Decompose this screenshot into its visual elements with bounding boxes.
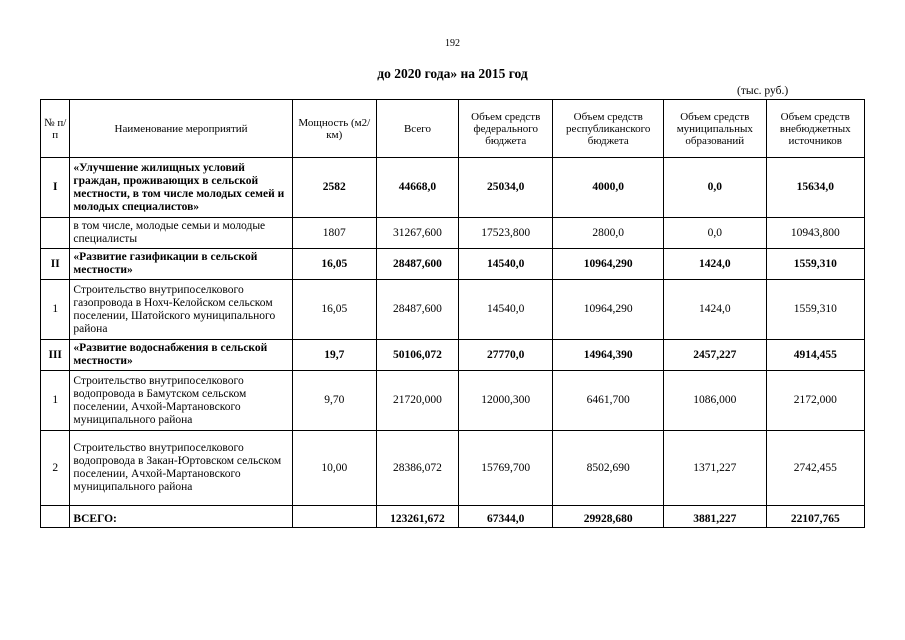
row-municipal: 1424,0 — [664, 249, 766, 280]
row-municipal: 1424,0 — [664, 280, 766, 340]
row-capacity: 1807 — [292, 218, 376, 249]
row-federal: 27770,0 — [459, 340, 553, 371]
row-capacity: 9,70 — [292, 371, 376, 431]
row-municipal: 1371,227 — [664, 431, 766, 506]
budget-table — [40, 99, 865, 528]
row-republic: 14964,390 — [553, 340, 664, 371]
total-republic: 29928,680 — [553, 506, 664, 528]
row-name: Строительство внутрипоселкового газопровода в Нохч-Келойском сельском поселении, Шатойского муниципального района — [70, 280, 292, 340]
row-num: 1 — [41, 280, 70, 340]
row-name: «Развитие газификации в сельской местности» — [70, 249, 292, 280]
row-extra: 1559,310 — [766, 249, 864, 280]
row-capacity: 19,7 — [292, 340, 376, 371]
header-total: Всего — [376, 100, 458, 158]
row-extra: 4914,455 — [766, 340, 864, 371]
table-row — [41, 158, 865, 218]
table-row — [41, 218, 865, 249]
table-row — [41, 371, 865, 431]
row-capacity: 16,05 — [292, 280, 376, 340]
total-federal: 67344,0 — [459, 506, 553, 528]
row-name: Строительство внутрипоселкового водопровода в Бамутском сельском поселении, Ачхой-Мартановского муниципального района — [70, 371, 292, 431]
header-extra: Объем средств внебюджетных источников — [766, 100, 864, 158]
row-num: II — [41, 249, 70, 280]
row-total: 21720,000 — [376, 371, 458, 431]
row-capacity: 16,05 — [292, 249, 376, 280]
row-republic: 10964,290 — [553, 280, 664, 340]
row-total: 31267,600 — [376, 218, 458, 249]
row-municipal: 0,0 — [664, 218, 766, 249]
row-municipal: 2457,227 — [664, 340, 766, 371]
row-extra: 10943,800 — [766, 218, 864, 249]
page-number: 192 — [445, 38, 460, 49]
row-name: «Развитие водоснабжения в сельской местности» — [70, 340, 292, 371]
row-total: 50106,072 — [376, 340, 458, 371]
row-republic: 2800,0 — [553, 218, 664, 249]
header-capacity: Мощность (м2/км) — [292, 100, 376, 158]
row-total: 28386,072 — [376, 431, 458, 506]
units-note: (тыс. руб.) — [737, 85, 789, 97]
row-name: в том числе, молодые семьи и молодые специалисты — [70, 218, 292, 249]
row-extra: 2172,000 — [766, 371, 864, 431]
row-republic: 6461,700 — [553, 371, 664, 431]
header-municipal: Объем средств муниципальных образований — [664, 100, 766, 158]
row-federal: 25034,0 — [459, 158, 553, 218]
document-title: до 2020 года» на 2015 год — [377, 66, 528, 81]
table-row — [41, 340, 865, 371]
row-num: 1 — [41, 371, 70, 431]
row-name: «Улучшение жилищных условий граждан, проживающих в сельской местности, в том числе молодых семей и молодых специалистов» — [70, 158, 292, 218]
total-row — [41, 506, 865, 528]
row-capacity: 10,00 — [292, 431, 376, 506]
row-federal: 17523,800 — [459, 218, 553, 249]
row-municipal: 0,0 — [664, 158, 766, 218]
row-num: III — [41, 340, 70, 371]
header-row — [41, 100, 865, 158]
row-federal: 14540,0 — [459, 249, 553, 280]
row-total: 28487,600 — [376, 280, 458, 340]
total-extra: 22107,765 — [766, 506, 864, 528]
row-name: Строительство внутрипоселкового водопровода в Закан-Юртовском сельском поселении, Ачхой-Мартановского муниципального района — [70, 431, 292, 506]
table-row — [41, 249, 865, 280]
row-federal: 15769,700 — [459, 431, 553, 506]
row-republic: 4000,0 — [553, 158, 664, 218]
total-label: ВСЕГО: — [70, 506, 292, 528]
row-capacity: 2582 — [292, 158, 376, 218]
row-extra: 2742,455 — [766, 431, 864, 506]
row-republic: 10964,290 — [553, 249, 664, 280]
row-total: 28487,600 — [376, 249, 458, 280]
header-federal: Объем средств федерального бюджета — [459, 100, 553, 158]
row-extra: 1559,310 — [766, 280, 864, 340]
total-num — [41, 506, 70, 528]
row-municipal: 1086,000 — [664, 371, 766, 431]
row-num: 2 — [41, 431, 70, 506]
row-federal: 12000,300 — [459, 371, 553, 431]
row-federal: 14540,0 — [459, 280, 553, 340]
table-row — [41, 280, 865, 340]
header-name: Наименование мероприятий — [70, 100, 292, 158]
row-num: I — [41, 158, 70, 218]
total-municipal: 3881,227 — [664, 506, 766, 528]
row-num — [41, 218, 70, 249]
total-total: 123261,672 — [376, 506, 458, 528]
row-republic: 8502,690 — [553, 431, 664, 506]
row-extra: 15634,0 — [766, 158, 864, 218]
header-republic: Объем средств республиканского бюджета — [553, 100, 664, 158]
header-num: № п/п — [41, 100, 70, 158]
total-capacity — [292, 506, 376, 528]
row-total: 44668,0 — [376, 158, 458, 218]
table-row — [41, 431, 865, 506]
